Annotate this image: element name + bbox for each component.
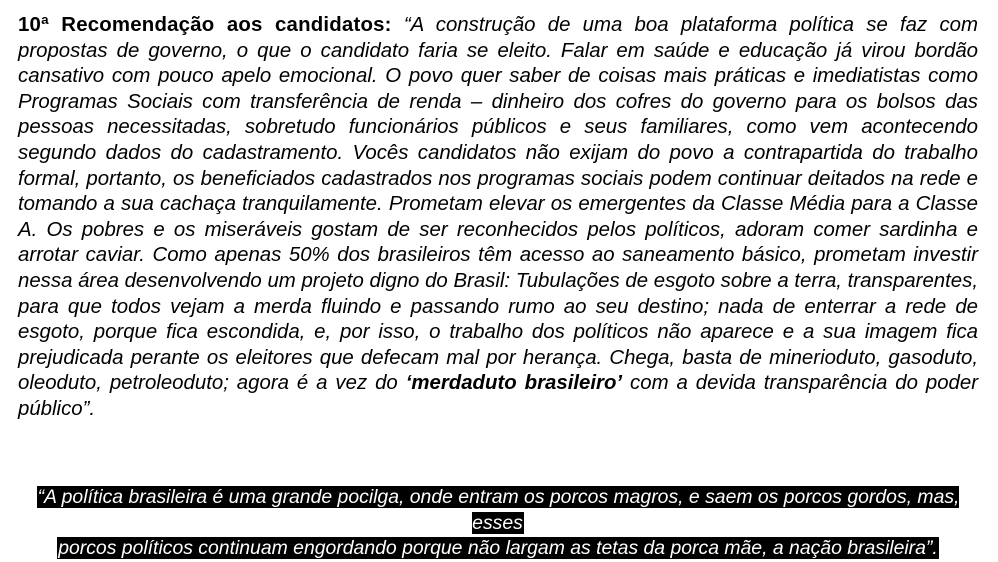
quote-line-1-text: “A política brasileira é uma grande pocilga, onde entram os porcos magros, e saem os porcos gordos, mas, esses — [37, 486, 960, 534]
quote-line-1 — [18, 485, 978, 536]
highlighted-quote — [18, 485, 978, 562]
quote-line-2 — [18, 536, 978, 562]
recommendation-text-ending: com a devida transparência do poder público”. — [18, 372, 979, 420]
recommendation-paragraph — [18, 13, 978, 423]
recommendation-text: “A construção de uma boa plataforma política se faz com propostas de governo, o que o candidato faria se eleito. Falar em saúde e educação já virou bordão cansativo com pouco apelo emocional. O povo quer saber de coisas mais práticas e imediatistas como Programas Sociais com transferência de renda – dinheiro dos cofres do governo para os bolsos das pessoas necessitadas, sobretudo funcionários públicos e seus familiares, como vem acontecendo segundo dados do cadastramento. Vocês candidatos não exijam do povo a contrapartida do trabalho formal, portanto, os beneficiados cadastrados nos programas sociais podem continuar deitados na rede e tomando a sua cachaça tranquilamente. Prometam elevar os emergentes da Classe Média para a Classe A. Os pobres e os miseráveis gostam de ser reconhecidos pelos políticos, adoram comer sardinha e arrotar caviar. Como apenas 50% dos brasileiros têm acesso ao saneamento básico, prometam investir nessa área desenvolvendo um projeto digno do Brasil: Tubulações de esgoto sobre a terra, transparentes, para que todos vejam a merda fluindo e passando rumo ao seu destino; nada de enterrar a rede de esgoto, porque fica escondida, e, por isso, o trabalho dos políticos não aparece e a sua imagem fica prejudicada perante os eleitores que defecam mal por herança. Chega, basta de minerioduto, gasoduto, oleoduto, petroleoduto; agora é a vez do — [18, 14, 978, 395]
quote-line-2-text: porcos políticos continuam engordando porque não largam as tetas da porca mãe, a nação brasileira”. — [58, 537, 938, 559]
document-body — [18, 13, 978, 423]
emphasized-phrase: ‘merdaduto brasileiro’ — [405, 372, 623, 395]
recommendation-heading: 10ª Recomendação aos candidatos: — [18, 14, 392, 36]
